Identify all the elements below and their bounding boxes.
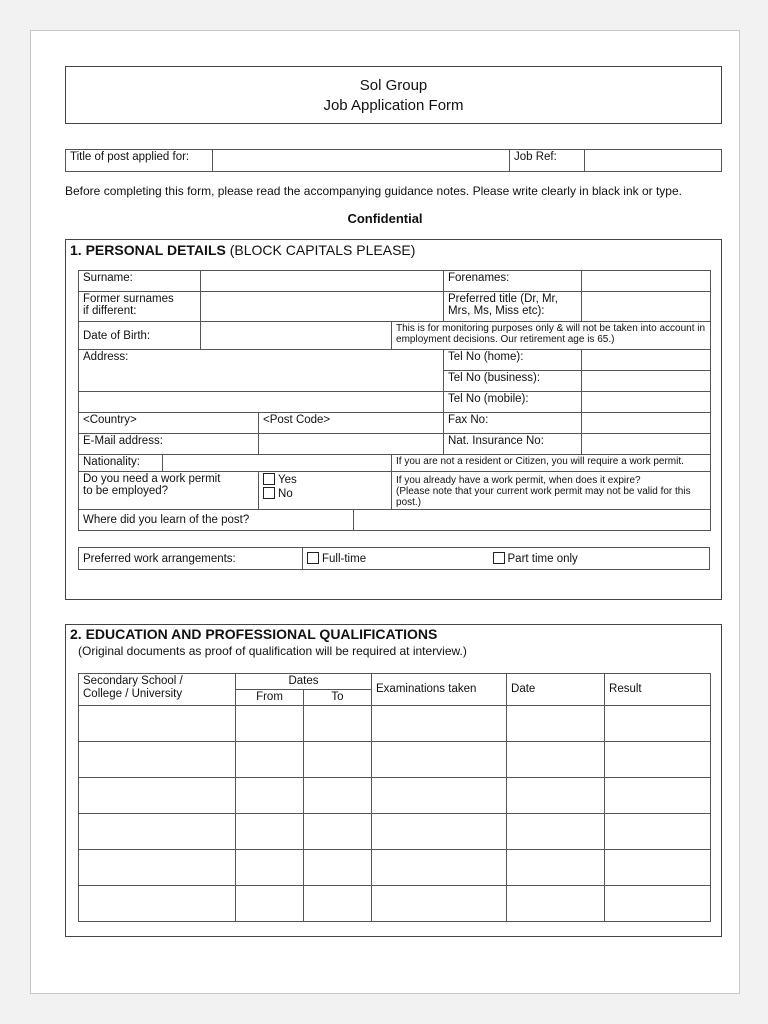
result-cell[interactable] (605, 850, 711, 886)
job-ref-label: Job Ref: (510, 150, 585, 172)
country-field[interactable]: <Country> (79, 413, 259, 434)
result-cell[interactable] (605, 814, 711, 850)
result-cell[interactable] (605, 742, 711, 778)
work-arrangements-label: Preferred work arrangements: (79, 548, 303, 570)
exams-column-header: Examinations taken (372, 674, 507, 706)
address-field[interactable] (79, 392, 444, 413)
section2-subtitle: (Original documents as proof of qualification will be required at interview.) (78, 644, 467, 658)
table-row (79, 850, 711, 886)
learn-of-post-field[interactable] (354, 510, 711, 531)
from-cell[interactable] (236, 742, 304, 778)
table-row (79, 706, 711, 742)
date-cell[interactable] (507, 778, 605, 814)
date-cell[interactable] (507, 886, 605, 922)
dob-note: This is for monitoring purposes only & will not be taken into account in employment decisions. Our retirement age is 65.) (392, 322, 711, 350)
school-cell[interactable] (79, 706, 236, 742)
former-surnames-label: Former surnames if different: (79, 292, 201, 322)
nationality-label: Nationality: (79, 455, 163, 472)
to-cell[interactable] (304, 706, 372, 742)
tel-mobile-field[interactable] (582, 392, 711, 413)
education-section (65, 624, 722, 937)
from-cell[interactable] (236, 778, 304, 814)
to-cell[interactable] (304, 814, 372, 850)
learn-of-post-label: Where did you learn of the post? (79, 510, 354, 531)
personal-details-section (65, 239, 722, 600)
tel-business-label: Tel No (business): (444, 371, 582, 392)
postcode-field[interactable]: <Post Code> (259, 413, 444, 434)
school-column-header: Secondary School / College / University (79, 674, 236, 706)
exams-cell[interactable] (372, 778, 507, 814)
ni-label: Nat. Insurance No: (444, 434, 582, 455)
table-row (79, 778, 711, 814)
date-cell[interactable] (507, 706, 605, 742)
from-cell[interactable] (236, 850, 304, 886)
exams-cell[interactable] (372, 742, 507, 778)
permit-no-option[interactable]: No (263, 488, 293, 500)
company-name: Sol Group (359, 77, 428, 94)
surname-field[interactable] (201, 271, 444, 292)
date-cell[interactable] (507, 814, 605, 850)
permit-yes-option[interactable]: Yes (263, 474, 297, 486)
tel-business-field[interactable] (582, 371, 711, 392)
guidance-notes: Before completing this form, please read the accompanying guidance notes. Please write clearly in black ink or type. (65, 184, 682, 198)
post-title-field[interactable] (213, 150, 510, 172)
from-cell[interactable] (236, 886, 304, 922)
no-checkbox[interactable] (263, 487, 275, 499)
to-cell[interactable] (304, 886, 372, 922)
school-cell[interactable] (79, 742, 236, 778)
dates-column-header: Dates (236, 674, 372, 690)
table-row (79, 814, 711, 850)
school-cell[interactable] (79, 814, 236, 850)
section1-title: 1. PERSONAL DETAILS (BLOCK CAPITALS PLEASE) (70, 242, 416, 258)
exams-cell[interactable] (372, 850, 507, 886)
job-ref-field[interactable] (585, 150, 722, 172)
form-header (65, 66, 722, 124)
education-table (78, 673, 711, 922)
email-field[interactable] (259, 434, 444, 455)
work-permit-question: Do you need a work permit to be employed? (79, 472, 259, 510)
tel-home-field[interactable] (582, 350, 711, 371)
table-row (79, 742, 711, 778)
forenames-field[interactable] (582, 271, 711, 292)
date-cell[interactable] (507, 850, 605, 886)
work-arrangements-table (78, 547, 710, 570)
post-table (65, 149, 722, 172)
fax-field[interactable] (582, 413, 711, 434)
part-time-option[interactable]: Part time only (493, 552, 578, 565)
dob-label: Date of Birth: (79, 322, 201, 350)
email-label: E-Mail address: (79, 434, 259, 455)
from-column-header: From (236, 690, 304, 706)
result-cell[interactable] (605, 886, 711, 922)
surname-label: Surname: (79, 271, 201, 292)
part-time-checkbox[interactable] (493, 552, 505, 564)
school-cell[interactable] (79, 850, 236, 886)
tel-home-label: Tel No (home): (444, 350, 582, 371)
work-permit-note: If you already have a work permit, when does it expire? (Please note that your current work permit may not be valid for this post.) (392, 472, 711, 510)
school-cell[interactable] (79, 778, 236, 814)
date-cell[interactable] (507, 742, 605, 778)
exams-cell[interactable] (372, 814, 507, 850)
exams-cell[interactable] (372, 886, 507, 922)
preferred-title-label: Preferred title (Dr, Mr, Mrs, Ms, Miss etc): (444, 292, 582, 322)
forenames-label: Forenames: (444, 271, 582, 292)
to-cell[interactable] (304, 742, 372, 778)
result-column-header: Result (605, 674, 711, 706)
work-arrangements-options (303, 548, 710, 570)
school-cell[interactable] (79, 886, 236, 922)
yes-checkbox[interactable] (263, 473, 275, 485)
full-time-checkbox[interactable] (307, 552, 319, 564)
table-row (79, 886, 711, 922)
preferred-title-field[interactable] (582, 292, 711, 322)
personal-details-table (78, 270, 711, 531)
dob-field[interactable] (201, 322, 392, 350)
address-label: Address: (79, 350, 444, 392)
section2-title: 2. EDUCATION AND PROFESSIONAL QUALIFICATIONS (70, 626, 438, 642)
former-surnames-field[interactable] (201, 292, 444, 322)
tel-mobile-label: Tel No (mobile): (444, 392, 582, 413)
confidential-label: Confidential (347, 211, 423, 226)
from-cell[interactable] (236, 814, 304, 850)
to-cell[interactable] (304, 778, 372, 814)
result-cell[interactable] (605, 706, 711, 742)
nationality-note: If you are not a resident or Citizen, you will require a work permit. (392, 455, 711, 472)
to-cell[interactable] (304, 850, 372, 886)
form-page (30, 30, 740, 994)
form-title: Job Application Form (323, 97, 464, 114)
fax-label: Fax No: (444, 413, 582, 434)
nationality-field[interactable] (163, 455, 392, 472)
ni-field[interactable] (582, 434, 711, 455)
full-time-option[interactable]: Full-time (307, 553, 366, 565)
to-column-header: To (304, 690, 372, 706)
date-column-header: Date (507, 674, 605, 706)
from-cell[interactable] (236, 706, 304, 742)
work-permit-options (259, 472, 392, 510)
result-cell[interactable] (605, 778, 711, 814)
post-title-label: Title of post applied for: (66, 150, 213, 172)
exams-cell[interactable] (372, 706, 507, 742)
